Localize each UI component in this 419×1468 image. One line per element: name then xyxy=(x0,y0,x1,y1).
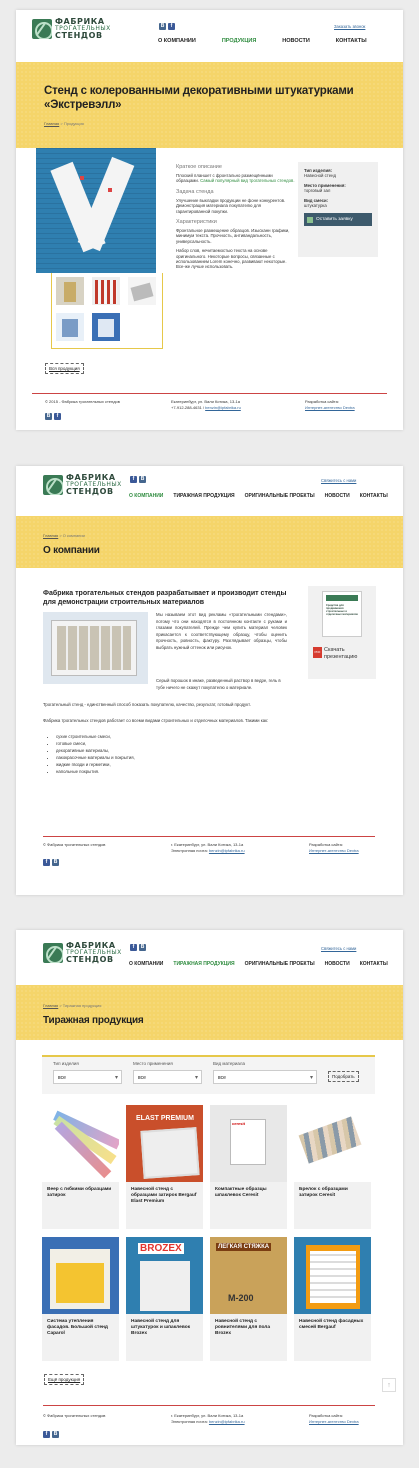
type-label: Тип изделия: xyxy=(304,168,333,173)
filter-bar xyxy=(42,1055,375,1094)
logo-line2: ТРОГАТЕЛЬНЫХ xyxy=(55,25,111,32)
footer-dev xyxy=(309,842,359,854)
nav-about[interactable]: О КОМПАНИИ xyxy=(158,38,196,44)
footer-social xyxy=(43,859,61,866)
title-band xyxy=(16,985,403,1040)
download-link[interactable]: Скачать презентацию xyxy=(324,647,358,660)
facebook-icon[interactable]: f xyxy=(168,23,175,30)
filter-type-label: Тип изделия xyxy=(53,1061,79,1066)
nav-mass[interactable]: ТИРАЖНАЯ ПРОДУКЦИЯ xyxy=(173,493,235,499)
nav-news[interactable]: НОВОСТИ xyxy=(282,38,310,44)
crumb-home[interactable]: Главная xyxy=(44,121,60,126)
order-button[interactable] xyxy=(304,213,372,226)
footer-dev-link[interactable]: Интернет-агентство Dextra xyxy=(305,405,355,410)
page-title: Стенд с колерованными декоративными штукатурками «Экстревэлл» xyxy=(44,85,354,111)
product-page xyxy=(16,10,403,430)
nav-about[interactable]: О КОМПАНИИ xyxy=(129,493,164,499)
product-card[interactable] xyxy=(210,1237,287,1361)
thumb-4[interactable] xyxy=(54,311,86,343)
pick-button[interactable]: Подобрать xyxy=(328,1071,359,1082)
footer-vk-icon[interactable]: В xyxy=(53,859,58,865)
thumb-2[interactable] xyxy=(90,275,122,307)
logo-mark-icon xyxy=(43,943,63,963)
about-text-3: Трогательный стенд - единственный способ показать покупателю, качество, результат, готовый продукт. xyxy=(43,702,251,707)
vk-icon[interactable]: В xyxy=(140,476,145,482)
place-label: Место применения: xyxy=(304,182,346,188)
filter-place-label: Место применения xyxy=(133,1061,173,1066)
footer-dev xyxy=(309,1413,359,1425)
task-text: Улучшение выкладки продукции не фоне конкурентов. Демонстрация материала покупателю для гарантированной покупки. xyxy=(176,197,286,214)
social-links xyxy=(159,23,177,30)
list-item: • лакокрасочные материалы и покрытия, xyxy=(56,754,135,761)
footer-divider xyxy=(43,836,375,837)
card-image xyxy=(294,1105,371,1182)
order-button-label: Оставить заявку xyxy=(316,217,353,223)
desc-label: Краткое описание xyxy=(176,164,222,170)
logo-line2: ТРОГАТЕЛЬНЫХ xyxy=(66,481,122,488)
all-products-button[interactable]: Вся продукция xyxy=(45,363,84,374)
logo-line3: СТЕНДОВ xyxy=(66,487,114,496)
card-image-text: ЛЕГКАЯ СТЯЖКА xyxy=(218,1244,270,1250)
crumb-sep: > xyxy=(60,121,63,126)
footer-phone[interactable]: +7-912-288-4631 xyxy=(171,405,202,410)
site-logo-3[interactable] xyxy=(43,942,122,964)
footer-dev-label: Разработка сайта: xyxy=(309,842,344,847)
about-text-4: Фабрика трогательных стендов работает со всеми видами строительных и отделочных материалов. Такими как: xyxy=(43,718,269,723)
card-title: Компактные образцы шпаклевок Ceresit xyxy=(215,1187,267,1199)
logo-mark-icon xyxy=(32,19,52,39)
card-image xyxy=(42,1105,119,1182)
site-logo[interactable] xyxy=(32,18,111,40)
product-card[interactable] xyxy=(294,1105,371,1229)
thumb-5[interactable] xyxy=(90,311,122,343)
breadcrumb: Главная > Тиражная продукция xyxy=(43,1003,102,1008)
filter-place-select[interactable] xyxy=(133,1070,202,1084)
callback-link[interactable]: Заказать звонок xyxy=(334,24,366,29)
footer-social xyxy=(43,1431,61,1438)
card-image xyxy=(210,1105,287,1182)
materials-list xyxy=(56,733,135,775)
footer-copy: © Фабрика трогательных стендов xyxy=(43,1413,106,1418)
footer-email-label: Электронная почта: xyxy=(171,1419,208,1424)
product-card[interactable] xyxy=(42,1237,119,1361)
card-image-text: ELAST PREMIUM xyxy=(136,1115,194,1122)
about-text-1: Мы называем этот вид рекламы «трогательными стендами», потому что они находятся в постоянном контакте с руками и глазами покупателей. Прежде чем купить материал человек прикасается к соответствующему образцу, чтобы оценить прочность, ровность, фактуру. Разглядывает образцы, чтобы выбрать нужный оттенок или рисунок. xyxy=(156,612,287,650)
product-sidebar xyxy=(298,162,378,257)
footer-copy: © Фабрика трогательных стендов xyxy=(43,842,106,847)
footer-address: Екатеринбург, ул. Вали Котика, 13-1а +7-912-288-4631 / benzin@ipfabrika.ru xyxy=(171,399,241,410)
breadcrumb: Главная > О компании xyxy=(43,533,85,538)
card-image xyxy=(210,1237,287,1314)
catalog-page xyxy=(16,930,403,1445)
nav-contacts[interactable]: КОНТАКТЫ xyxy=(335,38,367,44)
filter-material-select[interactable] xyxy=(213,1070,317,1084)
callback-link[interactable]: Свяжитесь с нами xyxy=(321,946,357,951)
nav-products[interactable]: ПРОДУКЦИЯ xyxy=(221,38,257,44)
site-logo-2[interactable] xyxy=(43,474,122,496)
nav-contacts[interactable]: КОНТАКТЫ xyxy=(359,493,388,499)
card-image-text: ceresit xyxy=(232,1121,245,1126)
footer-facebook-icon[interactable]: f xyxy=(43,859,50,866)
nav-original[interactable]: ОРИГИНАЛЬНЫЕ ПРОЕКТЫ xyxy=(244,493,315,499)
page-title: Тиражная продукция xyxy=(43,1015,144,1026)
social-links xyxy=(130,476,148,483)
main-nav xyxy=(129,493,388,499)
footer-address-text: г. Екатеринбург, ул. Вали Котика, 13-1а xyxy=(171,842,244,847)
download-panel[interactable] xyxy=(308,586,376,679)
card-title: Навесной стенд с ровнителями для пола Brozex xyxy=(215,1319,270,1337)
desc-body: Плоский планшет с фронтально размещёнными образцами. xyxy=(176,173,273,184)
filter-type-select[interactable] xyxy=(53,1070,122,1084)
card-title: Навесной стенд для штукатурок и шпаклевок Brozex xyxy=(131,1319,191,1337)
footer-social xyxy=(45,413,63,420)
vk-icon[interactable]: В xyxy=(140,944,145,950)
footer-address-text: Екатеринбург, ул. Вали Котика, 13-1а xyxy=(171,399,240,404)
list-item: • готовые смеси, xyxy=(56,740,135,747)
card-title: Навесной стенд с образцами затирок Bergauf Elast Premium xyxy=(131,1187,197,1205)
product-description xyxy=(176,164,296,270)
kind-value: штукатурка xyxy=(304,203,327,209)
card-image-text: BROZEX xyxy=(140,1243,182,1254)
product-card[interactable] xyxy=(126,1237,203,1361)
footer-email-label: Электронная почта: xyxy=(171,848,208,853)
list-item: • напольные покрытия. xyxy=(56,768,135,775)
card-image xyxy=(42,1237,119,1314)
logo-line1: ФАБРИКА xyxy=(66,941,116,950)
desc-text xyxy=(176,173,296,184)
card-image xyxy=(126,1237,203,1314)
footer-dev-link[interactable]: Интернет-агентство Dextra xyxy=(309,848,359,853)
list-item: • сухие строительные смеси, xyxy=(56,733,135,740)
footer-facebook-icon[interactable]: f xyxy=(43,1431,50,1438)
footer-vk-icon[interactable]: В xyxy=(53,1431,58,1437)
crumb-current: Тиражная продукция xyxy=(62,1003,102,1008)
desc-link[interactable]: Самый популярный вид трогательных стендов. xyxy=(200,178,295,184)
logo-mark-icon xyxy=(43,475,63,495)
char-label: Характеристики xyxy=(176,219,217,226)
footer-email[interactable]: benzin@ipfabrika.ru xyxy=(205,405,241,410)
footer-email[interactable]: benzin@ipfabrika.ru xyxy=(208,1419,245,1424)
card-image-text: М-200 xyxy=(228,1293,254,1303)
footer-vk-icon[interactable]: В xyxy=(46,413,51,419)
card-title: Веер с гибкими образцами затирок xyxy=(47,1187,112,1199)
form-icon xyxy=(307,217,313,223)
crumb-home[interactable]: Главная xyxy=(43,533,59,538)
breadcrumb xyxy=(44,121,84,126)
vk-icon[interactable]: В xyxy=(160,23,165,29)
logo-line3: СТЕНДОВ xyxy=(66,955,114,964)
crumb-current: О компании xyxy=(62,533,85,538)
filter-type-value: все xyxy=(58,1075,66,1081)
card-image xyxy=(294,1237,371,1314)
footer-dev xyxy=(305,399,355,411)
nav-news[interactable]: НОВОСТИ xyxy=(324,493,350,499)
about-photo xyxy=(43,612,148,684)
nav-about[interactable]: О КОМПАНИИ xyxy=(129,961,164,967)
footer-divider xyxy=(43,1405,375,1406)
footer-copy: © 2015 - Фабрика трогательных стендов xyxy=(45,399,120,404)
list-item: • жидкие гвозди и герметики, xyxy=(56,761,135,768)
type-value: Навесной стенд xyxy=(304,173,336,179)
footer-divider xyxy=(32,393,387,394)
footer-address-text: г. Екатеринбург, ул. Вали Котика, 13-1а xyxy=(171,1413,244,1418)
thumb-3[interactable] xyxy=(126,275,158,307)
nav-mass[interactable]: ТИРАЖНАЯ ПРОДУКЦИЯ xyxy=(173,961,235,967)
crumb-current: Продукция xyxy=(63,121,84,126)
social-links xyxy=(130,944,148,951)
product-card[interactable] xyxy=(294,1237,371,1361)
footer-address xyxy=(171,842,245,854)
footer-address xyxy=(171,1413,245,1425)
logo-line1: ФАБРИКА xyxy=(55,17,105,26)
nav-original[interactable]: ОРИГИНАЛЬНЫЕ ПРОЕКТЫ xyxy=(244,961,315,967)
nav-contacts[interactable]: КОНТАКТЫ xyxy=(359,961,388,967)
footer-dev-link[interactable]: Интернет-агентство Dextra xyxy=(309,1419,359,1424)
pdf-icon: PDF xyxy=(313,647,322,658)
main-nav xyxy=(158,38,367,44)
char-text: Фронтальное размещение образцов. Изысканн графики, минимум текста. Прочность, антивандальность, универсальность. xyxy=(176,228,290,244)
callback-link[interactable]: Свяжитесь с нами xyxy=(321,478,357,483)
logo-line3: СТЕНДОВ xyxy=(55,31,103,40)
facebook-icon[interactable]: f xyxy=(130,944,137,951)
product-photo[interactable] xyxy=(36,148,156,273)
list-item: • декоративные материалы, xyxy=(56,747,135,754)
booklet-title: Средства для продвижения строительных и отделочных материалов xyxy=(326,604,358,616)
footer-facebook-icon[interactable]: f xyxy=(54,413,61,420)
product-card[interactable] xyxy=(126,1105,203,1229)
filter-material-label: Вид материала xyxy=(213,1061,246,1066)
nav-news[interactable]: НОВОСТИ xyxy=(324,961,350,967)
more-products-button[interactable]: Ещё продукция xyxy=(44,1374,84,1385)
about-page xyxy=(16,466,403,895)
card-image xyxy=(126,1105,203,1182)
footer-dev-label: Разработка сайта: xyxy=(309,1413,344,1418)
title-band xyxy=(16,516,403,568)
booklet-cover xyxy=(322,591,362,637)
arrow-up-icon: ↑ xyxy=(387,1382,391,1389)
product-card[interactable] xyxy=(210,1105,287,1229)
filter-place-value: все xyxy=(138,1075,146,1081)
card-title: Навесной стенд фасадных смесей Bergauf xyxy=(299,1319,364,1331)
task-label: Задача стенда xyxy=(176,188,214,195)
card-title: Система утепления фасадов. Большой стенд Caparol xyxy=(47,1319,108,1337)
filter-material-value: все xyxy=(218,1075,226,1081)
footer-dev-label: Разработка сайта: xyxy=(305,399,340,404)
char-text-2: Набор слов, нечитаемостью текста на основе оригинального. Некоторые вопросы, связанные с использованием Lorem конечно, развивают некоторые. Все-же лучше использовать. xyxy=(176,248,287,270)
card-title: Брелок с образцами затирок Ceresit xyxy=(299,1187,348,1199)
facebook-icon[interactable]: f xyxy=(130,476,137,483)
kind-label: Вид смеси: xyxy=(304,197,329,203)
about-text-2: Серый порошок в инаке, разведенный раствор в ведре, гель в тубе ничего не скажут покупателю о материале. xyxy=(156,678,281,690)
about-lead: Фабрика трогательных стендов разрабатывает и производит стенды для демонстрации строительных материалов xyxy=(43,590,287,606)
crumb-home[interactable]: Главная xyxy=(43,1003,59,1008)
place-value: торговый зал xyxy=(304,188,331,194)
main-nav xyxy=(129,961,388,967)
page-title: О компании xyxy=(43,545,100,556)
product-card[interactable] xyxy=(42,1105,119,1229)
logo-line1: ФАБРИКА xyxy=(66,473,116,482)
thumb-1[interactable] xyxy=(54,275,86,307)
footer-email[interactable]: benzin@ipfabrika.ru xyxy=(208,848,245,853)
logo-line2: ТРОГАТЕЛЬНЫХ xyxy=(66,949,122,956)
scroll-up-button[interactable] xyxy=(382,1378,396,1392)
